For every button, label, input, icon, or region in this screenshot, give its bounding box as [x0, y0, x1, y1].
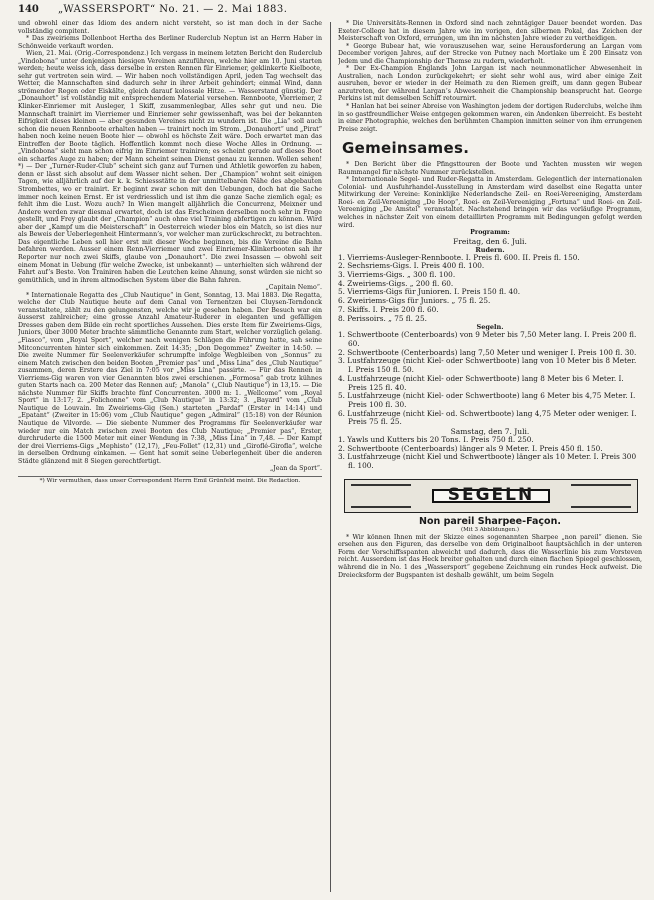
- paragraph: * Hanlan hat bei seiner Abreise von Washington jedem der dortigen Ruderclubs, welche ihm in so gastfreundlicher Weise entgegen gekommen waren, ein Andenken überreicht. Es besteht in einer Photographie, welches den berühmten Champion inmitten seiner von ihm errungenen Preise zeigt.: [338, 103, 642, 133]
- subheading-rudern: Rudern.: [475, 245, 505, 254]
- paragraph: * Internationale Regatta des „Club Nautique“ in Gent, Sonntag, 13. Mai 1883. Die Regatta, welche der Club Nautique heute auf dem Canal von Ternentzen bei Cluysen-Terndonck veranstaltete, zählt zu den gelungensten, welche wir je gesehen haben. Der Besuch war ein äusserst zahlreicher; eine grosse Anzahl Amateur-Ruderer in eleganten und gefälligen Dresses gaben dem Bilde ein recht sportliches Aussehen. Dies erste Item für Zweiriems-Gigs, Juniors, über 3000 Meter brachte sämmtliche Genannte zum Start, welcher vorzüglich gelang. „Fiasco“, vom „Royal Sport“, welcher nach wenigen Schlägen die Führung hatte, sah seine Mitconcurrenten hinter sich einkommen. Zeit 14:35; „Don Degommez“ Zweiter in 14:50. — Die zweite Nummer für Seelenverkäufer schrumpfte infolge Wegbleiben von „Sonnus“ zu einem Match zwischen den beiden Booten „Premier pas“ und „Miss Lina“ des „Club Nautique“ zusammen, deren Erstere das Ziel in 7:05 vor „Miss Lina“ passirte. — Für das Rennen in Vierriems-Gig waren von vier Genannten blos zwei erschienen. „Formosa“ gab trotz kühnes guten Starts nach ca. 200 Meter das Rennen auf; „Manola“ („Club Nautique“) in 13,15. — Die nächste Nummer für Skiffs brachte fünf Concurrenten. 3000 m: 1. „Wellcome“ vom „Royal Sport“ in 13:17; 2. „Folichonne“ vom „Club Nautique“ in 13:32; 3. „Bayard“ vom „Club Nautique de Louvain. Im Zweiriems-Gig (Sen.) starteten „Pardaf“ (Erster in 14:14) und „Epatant“ (Zweiter in 15:06) vom „Club Nautique“ gegen „Admiral“ (15:18) von der Réunion Nautique de Vilvorde. — Die siebente Nummer des Programms für Seelenverkäufer war wieder nur ein Match zwischen zwei Booten des Club Nautique; „Premier pas“, Erster, durchruderte die 1500 Meter mit einer Wendung in 7:38, „Miss Lina“ in 7,48. — Der Kampf der drei Vierriems-Gigs „Mephisto“ (12,17), „Feu-Follet“ (12,31) und „Giroflé-Girofla“, welche in derselben Ordnung einkamen. — Gent hat somit seine Ueberlegenheit über die anderen Städte glänzend mit 8 Siegen gerechtfertigt.: [18, 291, 322, 465]
- list-item: 1. Schwertboote (Centerboards) von 9 Meter bis 7,50 Meter lang. I. Preis 200 fl. 60.: [338, 330, 637, 348]
- list-item: 7. Skiffs. I. Preis 200 fl. 60.: [338, 304, 439, 314]
- list-item: 4. Zweiriems-Gigs. „ 200 fl. 60.: [338, 278, 454, 288]
- paragraph: * Das zweiriems Dollenboot Hertha des Berliner Ruderclub Neptun ist an Herrn Haber in Schönweide verkauft worden.: [18, 35, 322, 50]
- paragraph: und obwohl einer das Idiom des andern nicht versteht, so ist man doch in der Sache vollständig compitent.: [18, 20, 322, 35]
- list-item: 6. Lustfahrzeuge (nicht Kiel- od. Schwertboote) lang 4,75 Meter oder weniger. I. Preis 75 fl. 25.: [338, 408, 637, 427]
- programme-title: Programm:: [470, 229, 510, 237]
- list-item: 1. Vierriems-Ausleger-Rennboote. I. Preis fl. 600. II. Preis fl. 150.: [338, 252, 580, 262]
- page-header: [18, 4, 642, 18]
- list-item: 3. Lustfahrzeuge (nicht Kiel und Schwertboote) länger als 10 Meter. I. Preis 300 fl. 100.: [338, 452, 637, 471]
- list-item: 5. Vierriems-Gigs für Junioren. I. Preis 150 fl. 40.: [338, 287, 521, 297]
- article-subtitle: (Mit 3 Abbildungen.): [460, 526, 520, 533]
- programme-day: Samstag, den 7. Juli.: [450, 427, 530, 437]
- paragraph: Wien, 21. Mai. (Orig.-Correspondenz.) Ich vergass in meinem letzten Bericht den Ruderclub „Vindobona“ unter denjenigen hiesigen Vereinen anzuführen, welche hier am 10. Juni starten werden; heute weiss ich, dass derselbe in ersten Rennen für Einriemer, geklinkerte Kielboote, sehr gut vertreten sein wird. — Wir haben noch vollständigen April, jeden Tag wechselt das Wetter, die Mannschaften sind dadurch sehr in ihrer Arbeit gehindert; einmal Wind, dann strömender Regen oder Eiskälte, gleich darauf kolossale Hitze. — Wasserstand günstig. Der „Donauhort“ ist vollständig mit entsprechendem Material versehen. Rennboote, Vierriemer, 2 Klinker-Einriemer mit Ausleger, 1 Skiff, zusammenlegbar, Alles sehr gut und neu. Die Mannschaft trainirt im Vierriemer und Einriemer sehr gewissenhaft, was bei der bekannten Eifrigkeit dieses kleinen — aber gesunden Vereines nicht zu wundern ist. Die „Lia“ soll auch schon die neuen Rennboote erhalten haben — trainirt noch im Strom. „Donauhort“ und „Pirat“ haben noch keine neuen Boote hier — obwohl es höchste Zeit wäre. Doch erwartet man das Eintreffen der Boote täglich. Hoffentlich kommt noch diese Woche Alles in Ordnung. — „Vindobona“ sieht man schon eifrig im Einriemer trainiren; es scheint gerade auf dieses Boot ein scharfes Auge zu haben; der Mann scheint seinen Dienst genau zu kennen. Wollen sehen! *) — Der „Turner-Ruder-Club“ scheint sich ganz auf Turnen und Athletik geworfen zu haben, denn er lässt sich absolut auf dem Wasser nicht sehen. Der „Champion“ wohnt seit einigen Tagen, wie alljährlich auf der k. k. Schiessstätte in der unmittelbaren Nähe des abgebauten Strombettes, wo er trainirt. Er beginnt zwar schon mit den Uebungen, doch hat die Sache immer noch keinen Ernst. Er ist verdriesslich und ist ihm die ganze Sache ziemlich egal; es fehlt ihm die Lust. Wozu auch? In Wien mangelt alljährlich die Concurrenz, Meixner und Andere werden zwar diesmal erwartet, doch ist das Erscheinen derselben noch sehr in Frage gestellt, und Frey glaubt der „Champion“ auch ohne viel Training abfertigen zu können. Wird aber der „Kampf um die Meisterschaft“ in Oesterreich wieder blos ein Match, so ist dies nur als Beweis der Ueberlegenheit Hintermann’s, vor welcher man zurückschreckt, zu betrachten. Das eigentliche Leben soll hier erst mit dieser Woche beginnen, bis die Vereine die Bahn befahren werden. Ausser einem Renn-Vierriemer und zwei Einriemer-Klinkerbooten sah ihr Reporter nur noch zwei Skiffs, glaube von „Donauhort“. Die zwei Insassen — obwohl seit einem Monat in Uebung (für welche Zwecke, ist unbekannt) — unterhielten sich während der Fahrt auf’s Beste. Von Trainiren haben die Leutchen keine Ahnung, sonst würden sie nicht so gemüthlich, und in ihrem altmodischen System über die Bahn fahren.: [18, 50, 322, 284]
- paragraph: * Der Ex-Champion Englands John Largan ist nach neunmonatlicher Abwesenheit in Australien, nach London zurückgekehrt; er sieht sehr wohl aus, wird aber einige Zeit ausruhen, bevor er wieder in der Heimath zu den Riemen greift, um dann gegen Bubear anzutreten, der während Largan’s Abwesenheit die Championship beansprucht hat. George Perkins ist mit demselben Schiff retournirt.: [338, 65, 642, 103]
- paragraph: * Den Bericht über die Pfingsttouren der Boote und Yachten mussten wir wegen Raummangel für nächste Nummer zurückstellen.: [338, 161, 642, 176]
- footnote: *) Wir vermuthen, dass unser Correspondent Herrn Emil Grünfeld meint. Die Redaction.: [18, 476, 322, 485]
- list-item: 2. Schwertboote (Centerboards) lang 7,50 Meter und weniger I. Preis 100 fl. 30.: [338, 347, 637, 357]
- list-item: 5. Lustfahrzeuge (nicht Kiel- oder Schwertboote) lang 6 Meter bis 4,75 Meter. I. Preis 100 fl. 30.: [338, 391, 636, 409]
- paragraph: * Die Universitäts-Rennen in Oxford sind nach zehntägiger Dauer beendet worden. Das Exeter-College hat in diesem Jahre wie im vorigen, den silbernen Pokal, das Zeichen der Meisterschaft von Oxford, errungen, um ihn im nächsten Jahre wieder zu vertheidigen.: [338, 20, 642, 43]
- rudern-list: [338, 254, 642, 324]
- ornament-right: [571, 484, 631, 508]
- list-item: 4. Lustfahrzeuge (nicht Kiel- oder Schwertboote) lang 8 Meter bis 6 Meter. I. Preis 125 fl. 40.: [338, 373, 624, 392]
- day2-list: [338, 436, 642, 471]
- segeln-banner: [344, 479, 638, 513]
- list-item: 2. Schwertboote (Centerboards) länger als 9 Meter. I. Preis 450 fl. 150.: [338, 443, 603, 453]
- list-item: 2. Sechsriems-Gigs. I. Preis 400 fl. 100.: [338, 261, 485, 271]
- right-column: [338, 20, 642, 898]
- masthead-line: „WASSERSPORT“ No. 21. — 2. Mai 1883.: [58, 4, 288, 15]
- signoff: „Capitain Nemo“.: [265, 284, 322, 292]
- paragraph: * Internationale Segel- und Ruder-Regatta in Amsterdam. Gelegentlich der internationalen Colonial- und Ausfuhrhandel-Ausstellung in Amsterdam wird daselbst eine Regatta unter Mitwirkung der Vereine: Koninklijke Nederlandsche Zeil- en Roei-Vereeniging, Amsterdam Roei- en Zeil-Vereeniging „De Hoop“, Roei- en Zeil-Vereeniging „Fortuna“ und Roei- en Zeil-Vereeniging „De Amstel“ veranstaltet. Nachstehend bringen wir das vorläufige Programm, welches in nächster Zeit von einem detaillirten Programm mit Bedingungen gefolgt werden wird.: [338, 176, 642, 229]
- paragraph: * Wir können Ihnen mit der Skizze eines sogenannten Sharpee „non pareil“ dienen. Sie ersehen aus den Figuren, das derselbe von dem Originalboot hauptsächlich in der unteren Form der Vorschiffsspanten abweicht und dadurch, dass die Wasserlinie bis zum Vorsteven reicht. Ausserdem ist das Heck breiter gehalten und durch einen flachen Spiegel geschlossen, während die in No. 1 des „Wassersport“ gegebene Zeichnung ein rundes Heck aufweist. Die Dreiecksform der Bugspanten ist deshalb gewählt, um beim Segeln: [338, 533, 642, 579]
- subheading-segeln: Segeln.: [476, 323, 504, 332]
- list-item: 6. Zweiriems-Gigs für Juniors. „ 75 fl. 25.: [338, 296, 491, 306]
- ornament-left: [351, 484, 411, 508]
- article-title: Non pareil Sharpee-Façon.: [419, 515, 561, 527]
- column-rule: [330, 22, 331, 892]
- paragraph: * George Bubear hat, wie vorauszusehen war, seine Herausforderung an Largan vom December vorigen Jahres, auf der Strecke von Putney nach Mortlake um £ 200 Einsatz von Jedem und die Championship der Themse zu rudern, wiederholt.: [338, 42, 642, 65]
- list-item: 3. Lustfahrzeuge (nicht Kiel- oder Schwertboote) lang von 10 Meter bis 8 Meter. I. Preis 150 fl. 50.: [338, 356, 637, 375]
- list-item: 8. Perissoirs. „ 75 fl. 25.: [338, 313, 427, 323]
- list-item: 3. Vierriems-Gigs. „ 300 fl. 100.: [338, 270, 456, 280]
- list-item: 1. Yawls und Kutters bis 20 Tons. I. Preis 750 fl. 250.: [338, 435, 534, 445]
- programme-day: Freitag, den 6. Juli.: [453, 236, 527, 246]
- segeln-list: [338, 331, 642, 427]
- banner-title: SEGELN: [432, 489, 550, 503]
- page-number: 140: [18, 4, 39, 15]
- section-heading: Gemeinsames.: [342, 139, 470, 158]
- left-column: [18, 20, 322, 898]
- signoff: „Jean da Sport“.: [269, 465, 322, 473]
